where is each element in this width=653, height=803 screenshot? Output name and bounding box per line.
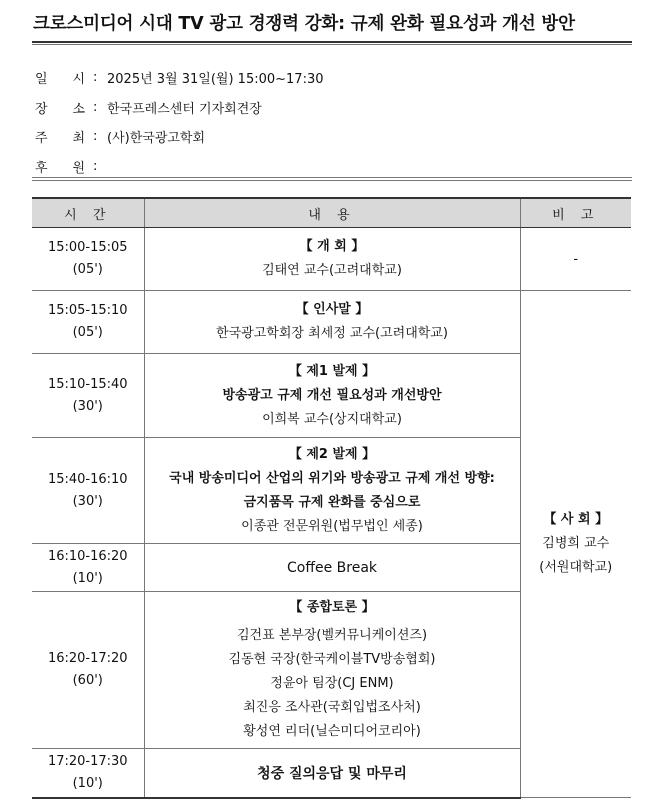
header-time: 시 간 xyxy=(32,198,144,228)
info-rule-thin xyxy=(32,180,632,181)
header-note: 비 고 xyxy=(520,198,631,228)
header-content: 내 용 xyxy=(144,198,520,228)
panelist: 김동현 국장(한국케이블TV방송협회) xyxy=(228,652,436,667)
speaker: 이종관 전문위원(법무법인 세종) xyxy=(241,518,423,534)
table-header-row xyxy=(32,198,631,228)
presentation-topic: 방송광고 규제 개선 필요성과 개선방안 xyxy=(222,387,442,403)
time-cell: 17:20-17:30 (10') xyxy=(32,749,144,798)
info-value: 한국프레스센터 기자회견장 xyxy=(107,101,262,117)
content-cell xyxy=(144,438,520,544)
moderator-name: 김병희 교수 xyxy=(542,536,610,551)
moderator-org: (서원대학교) xyxy=(539,560,613,575)
event-info xyxy=(35,63,635,181)
section-label: 【 인사말 】 xyxy=(295,302,369,317)
info-label: 후 원 xyxy=(35,160,85,176)
info-value: (사)한국광고학회 xyxy=(107,131,206,147)
speaker: 이희복 교수(상지대학교) xyxy=(262,411,402,427)
time-cell: 16:10-16:20 (10') xyxy=(32,544,144,592)
content-cell xyxy=(144,228,520,291)
presentation-topic: 국내 방송미디어 산업의 위기와 방송광고 규제 개선 방향: xyxy=(169,470,495,486)
table-row xyxy=(32,291,631,354)
info-label: 주 최 xyxy=(35,131,85,147)
section-label: 【 개 회 】 xyxy=(299,239,365,254)
info-value: 2025년 3월 31일(월) 15:00~17:30 xyxy=(107,72,324,88)
section-label: 【 종합토론 】 xyxy=(289,600,375,615)
title-rule-thin xyxy=(32,44,632,45)
moderator-label: 【 사 회 】 xyxy=(543,512,609,527)
info-rule xyxy=(32,177,632,178)
note-cell: - xyxy=(520,228,631,291)
closing-label: 청중 질의응답 및 마무리 xyxy=(257,765,407,782)
info-separator: : xyxy=(93,70,98,86)
time-cell: 15:40-16:10 (30') xyxy=(32,438,144,544)
speaker: 한국광고학회장 최세정 교수(고려대학교) xyxy=(216,326,448,341)
section-label: 【 제2 발제 】 xyxy=(288,446,376,462)
info-row-host xyxy=(35,122,635,152)
content-cell xyxy=(144,592,520,749)
presentation-subtopic: 금지품목 규제 완화를 중심으로 xyxy=(243,494,421,510)
info-separator: : xyxy=(93,129,98,145)
title-rule xyxy=(32,41,632,43)
speaker: 김태연 교수(고려대학교) xyxy=(262,263,402,278)
info-label: 일 시 xyxy=(35,72,85,88)
table-row xyxy=(32,228,631,291)
time-cell: 15:00-15:05 (05') xyxy=(32,228,144,291)
break-label: Coffee Break xyxy=(286,559,377,576)
moderator-cell xyxy=(520,291,631,798)
info-row-date xyxy=(35,63,635,93)
panelist: 김건표 본부장(벨커뮤니케이션즈) xyxy=(236,628,428,643)
time-cell: 15:05-15:10 (05') xyxy=(32,291,144,354)
content-cell xyxy=(144,749,520,798)
content-cell xyxy=(144,544,520,592)
panelist: 정윤아 팀장(CJ ENM) xyxy=(270,676,394,691)
schedule-table xyxy=(32,197,631,799)
time-cell: 15:10-15:40 (30') xyxy=(32,354,144,438)
panelist: 최진응 조사관(국회입법조사처) xyxy=(243,700,421,715)
content-cell xyxy=(144,354,520,438)
section-label: 【 제1 발제 】 xyxy=(288,363,376,379)
info-label: 장 소 xyxy=(35,101,85,117)
time-cell: 16:20-17:20 (60') xyxy=(32,592,144,749)
event-title: 크로스미디어 시대 TV 광고 경쟁력 강화: 규제 완화 필요성과 개선 방안 xyxy=(33,14,575,34)
info-row-venue xyxy=(35,93,635,123)
panelist: 황성연 리더(닐슨미디어코리아) xyxy=(243,724,421,739)
info-separator: : xyxy=(93,158,98,174)
info-separator: : xyxy=(93,99,98,115)
content-cell xyxy=(144,291,520,354)
